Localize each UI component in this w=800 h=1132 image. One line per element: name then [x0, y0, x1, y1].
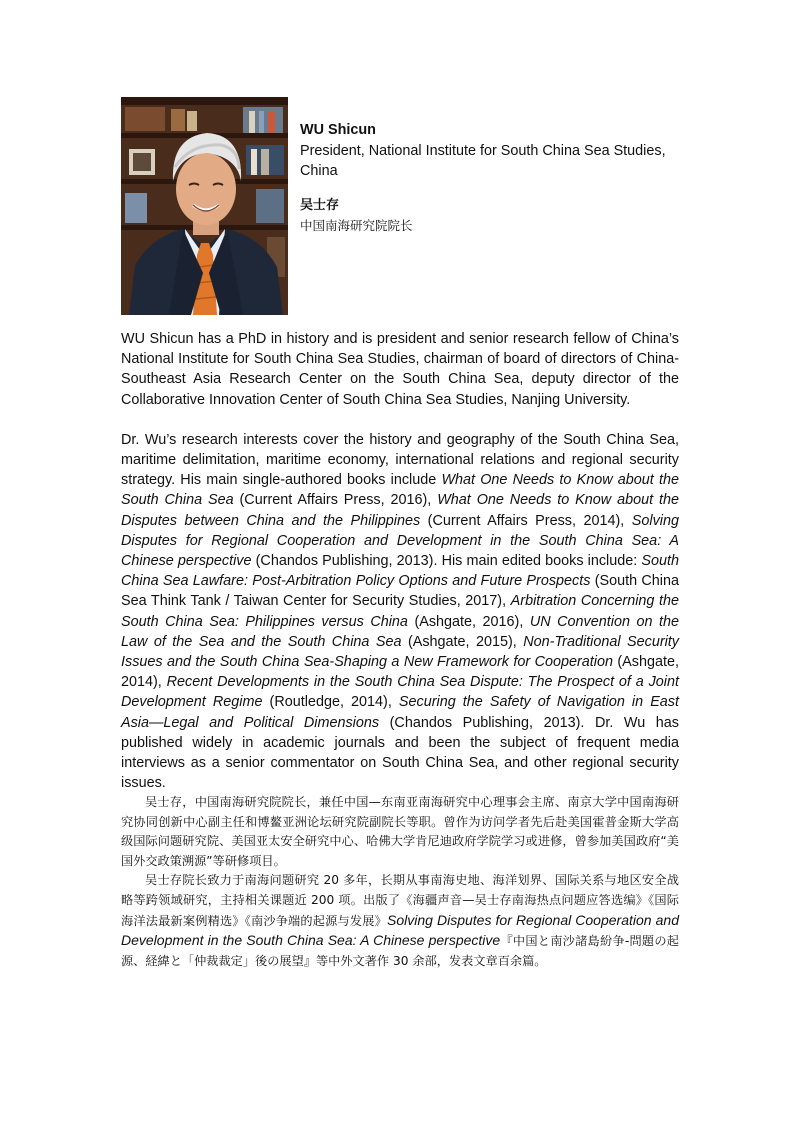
- bio-text-segment: Dr. Wu’s research interests cover the history and geography of the South China Sea, maritime delimitation, maritime economy, international relations and regional security strategy. His main single-authored books include: [121, 431, 679, 489]
- book-title: What One Needs to Know about the Disputes between China and the Philippines: [121, 492, 679, 529]
- bio-text-segment: (Current Affairs Press, 2016),: [233, 492, 438, 509]
- book-title: Solving Disputes for Regional Cooperation and Development in the South China Sea: A Chinese perspective: [121, 512, 679, 570]
- bio-text-segment: (South China Sea Think Tank / Taiwan Center for Security Studies, 2017),: [121, 573, 679, 610]
- book-title: Non-Traditional Security Issues and the South China Sea-Shaping a New Framework for Cooperation: [121, 633, 679, 671]
- bio-paragraph-2: [121, 430, 679, 794]
- title-chinese: 中国南海研究院院长: [300, 218, 413, 233]
- book-title: Arbitration Concerning the South China Sea: Philippines versus China: [121, 593, 679, 630]
- book-title: What One Needs to Know about the South China Sea: [121, 472, 679, 509]
- bio-text-segment: (Current Affairs Press, 2014),: [420, 512, 632, 529]
- english-biography: [121, 329, 679, 813]
- bio-text-segment: (Chandos Publishing, 2013). His main edited books include:: [251, 553, 642, 570]
- bio-zh-paragraph-2: [121, 871, 679, 971]
- book-title: UN Convention on the Law of the Sea and the South China Sea: [121, 613, 679, 650]
- bio-text-segment: (Chandos Publishing, 2013). Dr. Wu has published widely in academic journals and been the subject of frequent media interviews as a senior commentator on South China Sea, and other regional security issues.: [121, 714, 679, 792]
- bio-paragraph-1: WU Shicun has a PhD in history and is president and senior research fellow of China’s National Institute for South China Sea Studies, chairman of board of directors of China-Southeast Asia Research Center on the South China Sea, deputy director of the Collaborative Innovation Center of South China Sea Studies, Nanjing University.: [121, 331, 679, 408]
- profile-photo: [121, 97, 288, 315]
- name-english: WU Shicun: [300, 122, 376, 138]
- bio-zh-p2-text: 吴士存院长致力于南海问题研究 20 多年，长期从事南海史地、海洋划界、国际关系与地区安全战略等跨领域研究，主持相关课题近 200 项。出版了《海疆声音—吴士存南海热点问题应答选编》《国际海洋法最新案例精选》《南沙争端的起源与发展》: [121, 873, 679, 928]
- bio-text-segment: (Ashgate, 2015),: [401, 633, 524, 650]
- book-title: South China Sea Lawfare: Post-Arbitration Policy Options and Future Prospects: [121, 553, 679, 590]
- bio-text-segment: (Ashgate, 2014),: [121, 654, 679, 691]
- chinese-biography: [121, 793, 679, 971]
- bio-zh-p2-tail: 『中国と南沙諸島紛争-問題の起源、経緯と「仲裁裁定」後の展望』等中外文著作 30 余部，发表文章百余篇。: [121, 934, 679, 968]
- book-title: Recent Developments in the South China Sea Dispute: The Prospect of a Joint Development Regime: [121, 674, 679, 711]
- bio-zh-paragraph-1: 吴士存，中国南海研究院院长，兼任中国—东南亚南海研究中心理事会主席、南京大学中国南海研究协同创新中心副主任和博鳌亚洲论坛研究院副院长等职。曾作为访问学者先后赴美国霍普金斯大学高级国际问题研究院、美国亚太安全研究中心、哈佛大学肯尼迪政府学院学习或进修，曾参加美国政府“美国外交政策溯源”等研修项目。: [121, 795, 679, 868]
- book-title: Securing the Safety of Navigation in East Asia—Legal and Political Dimensions: [121, 694, 679, 731]
- bio-text-segment: (Ashgate, 2016),: [407, 613, 530, 630]
- bio-text-segment: (Routledge, 2014),: [262, 694, 399, 711]
- bio-zh-book-title: Solving Disputes for Regional Cooperation and Development in the South China Sea: A Chinese perspective: [121, 911, 679, 949]
- title-english: President, National Institute for South China Sea Studies, China: [300, 142, 666, 179]
- name-chinese: 吴士存: [300, 197, 340, 213]
- profile-header: [300, 120, 690, 237]
